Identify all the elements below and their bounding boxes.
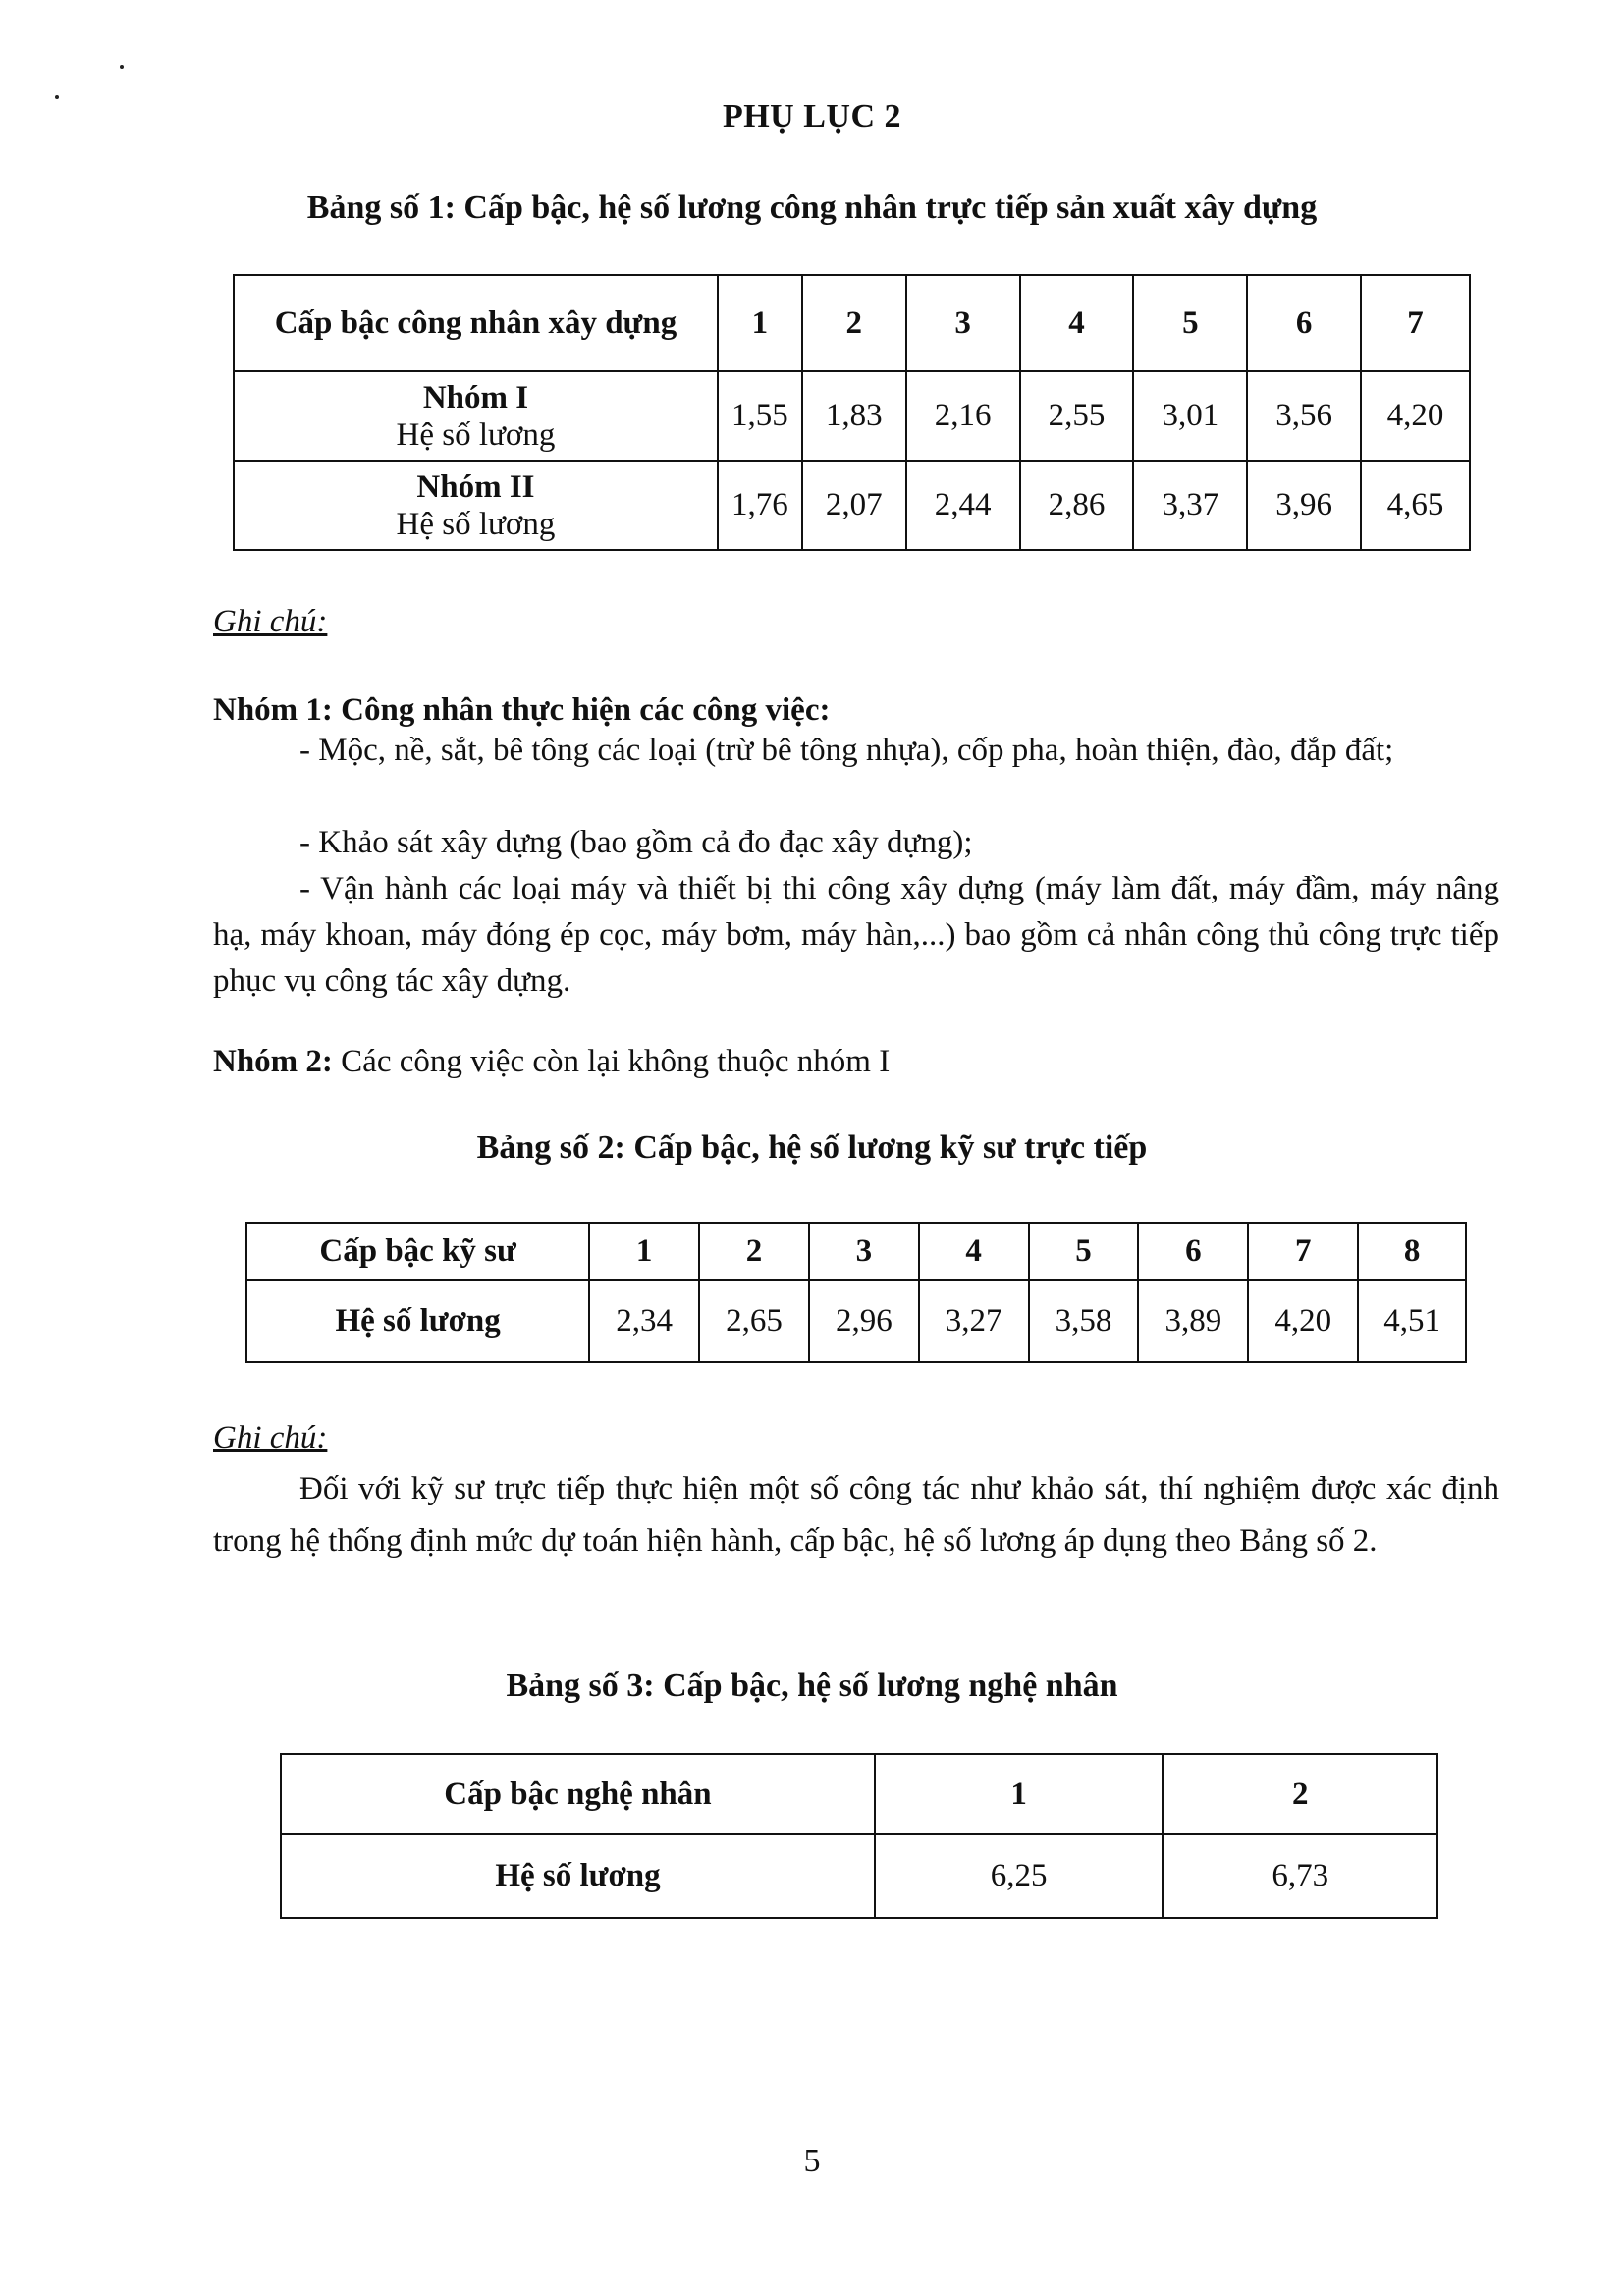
group2-line (213, 1039, 1499, 1085)
table2-caption: Bảng số 2: Cấp bậc, hệ số lương kỹ sư trực tiếp (476, 1129, 1148, 1166)
row-label: Hệ số lương (396, 506, 556, 542)
table1-header-row (234, 275, 1470, 371)
table2-grade: 4 (919, 1223, 1029, 1280)
table2-row-label: Hệ số lương (246, 1280, 589, 1362)
note1-heading: Ghi chú: (213, 604, 328, 639)
table1-row-label (234, 371, 718, 461)
table3-header-row (281, 1754, 1437, 1834)
table1-cell: 1,76 (718, 461, 802, 550)
group1-title: Nhóm 1: Công nhân thực hiện các công việc: (213, 692, 831, 728)
table3-grade: 2 (1163, 1754, 1437, 1834)
group-name: Nhóm I (422, 379, 529, 415)
table1-cell: 2,16 (906, 371, 1020, 461)
table1-grade: 1 (718, 275, 802, 371)
table1-grade: 7 (1361, 275, 1470, 371)
table3-cell: 6,25 (875, 1834, 1164, 1918)
table2-grade: 8 (1358, 1223, 1466, 1280)
table2-cell: 3,27 (919, 1280, 1029, 1362)
table3-row-label: Hệ số lương (281, 1834, 875, 1918)
table2-cell: 2,34 (589, 1280, 699, 1362)
table1-cell: 3,37 (1133, 461, 1247, 550)
table1-grade: 5 (1133, 275, 1247, 371)
table1-cell: 2,44 (906, 461, 1020, 550)
note2-text: Đối với kỹ sư trực tiếp thực hiện một số công tác như khảo sát, thí nghiệm được xác định trong hệ thống định mức dự toán hiện hành, cấp bậc, hệ số lương áp dụng theo Bảng số 2. (213, 1471, 1499, 1558)
table3-caption: Bảng số 3: Cấp bậc, hệ số lương nghệ nhân (506, 1667, 1118, 1704)
table1-row-label (234, 461, 718, 550)
table2-cell: 2,96 (809, 1280, 919, 1362)
table2-cell: 4,51 (1358, 1280, 1466, 1362)
table2-cell: 3,89 (1138, 1280, 1248, 1362)
table1-cell: 2,07 (802, 461, 906, 550)
table1-caption: Bảng số 1: Cấp bậc, hệ số lương công nhân trực tiếp sản xuất xây dựng (306, 190, 1318, 226)
table1-grade: 6 (1247, 275, 1361, 371)
table2-header-label: Cấp bậc kỹ sư (246, 1223, 589, 1280)
note1-bullet: - Vận hành các loại máy và thiết bị thi công xây dựng (máy làm đất, máy đầm, máy nâng hạ, máy khoan, máy đóng ép cọc, máy bơm, máy hàn,...) bao gồm cả nhân công thủ công trực tiếp phục vụ công tác xây dựng. (213, 871, 1499, 999)
table1 (233, 274, 1471, 551)
table1-cell: 2,55 (1020, 371, 1134, 461)
note2-heading: Ghi chú: (213, 1420, 328, 1455)
table3-row (281, 1834, 1437, 1918)
group-name: Nhóm II (416, 468, 535, 505)
table1-cell: 3,01 (1133, 371, 1247, 461)
table2-cell: 2,65 (699, 1280, 809, 1362)
table1-row (234, 371, 1470, 461)
table2-grade: 2 (699, 1223, 809, 1280)
table2 (245, 1222, 1467, 1363)
table3-header-label: Cấp bậc nghệ nhân (281, 1754, 875, 1834)
table1-grade: 4 (1020, 275, 1134, 371)
table1-cell: 2,86 (1020, 461, 1134, 550)
table1-grade: 3 (906, 275, 1020, 371)
note1-bullet: - Khảo sát xây dựng (bao gồm cả đo đạc xây dựng); (299, 825, 973, 860)
scan-speck (120, 65, 124, 69)
table2-grade: 5 (1029, 1223, 1139, 1280)
table2-grade: 1 (589, 1223, 699, 1280)
table3-cell: 6,73 (1163, 1834, 1437, 1918)
table3 (280, 1753, 1438, 1919)
table3-grade: 1 (875, 1754, 1164, 1834)
row-label: Hệ số lương (396, 416, 556, 453)
page-title: PHỤ LỤC 2 (722, 98, 902, 135)
page-number: 5 (803, 2143, 821, 2179)
table2-grade: 6 (1138, 1223, 1248, 1280)
table1-cell: 1,55 (718, 371, 802, 461)
table1-cell: 4,20 (1361, 371, 1470, 461)
table1-cell: 4,65 (1361, 461, 1470, 550)
table2-cell: 4,20 (1248, 1280, 1358, 1362)
group2-text: Các công việc còn lại không thuộc nhóm I (332, 1044, 891, 1079)
table1-row (234, 461, 1470, 550)
table2-grade: 7 (1248, 1223, 1358, 1280)
table1-cell: 3,96 (1247, 461, 1361, 550)
table2-grade: 3 (809, 1223, 919, 1280)
table2-cell: 3,58 (1029, 1280, 1139, 1362)
table1-header-label: Cấp bậc công nhân xây dựng (234, 275, 718, 371)
table1-grade: 2 (802, 275, 906, 371)
group2-label: Nhóm 2: (213, 1044, 333, 1079)
table2-header-row (246, 1223, 1466, 1280)
note1-bullet: - Mộc, nề, sắt, bê tông các loại (trừ bê tông nhựa), cốp pha, hoàn thiện, đào, đắp đất; (299, 733, 1394, 768)
table1-cell: 1,83 (802, 371, 906, 461)
table1-cell: 3,56 (1247, 371, 1361, 461)
table2-row (246, 1280, 1466, 1362)
